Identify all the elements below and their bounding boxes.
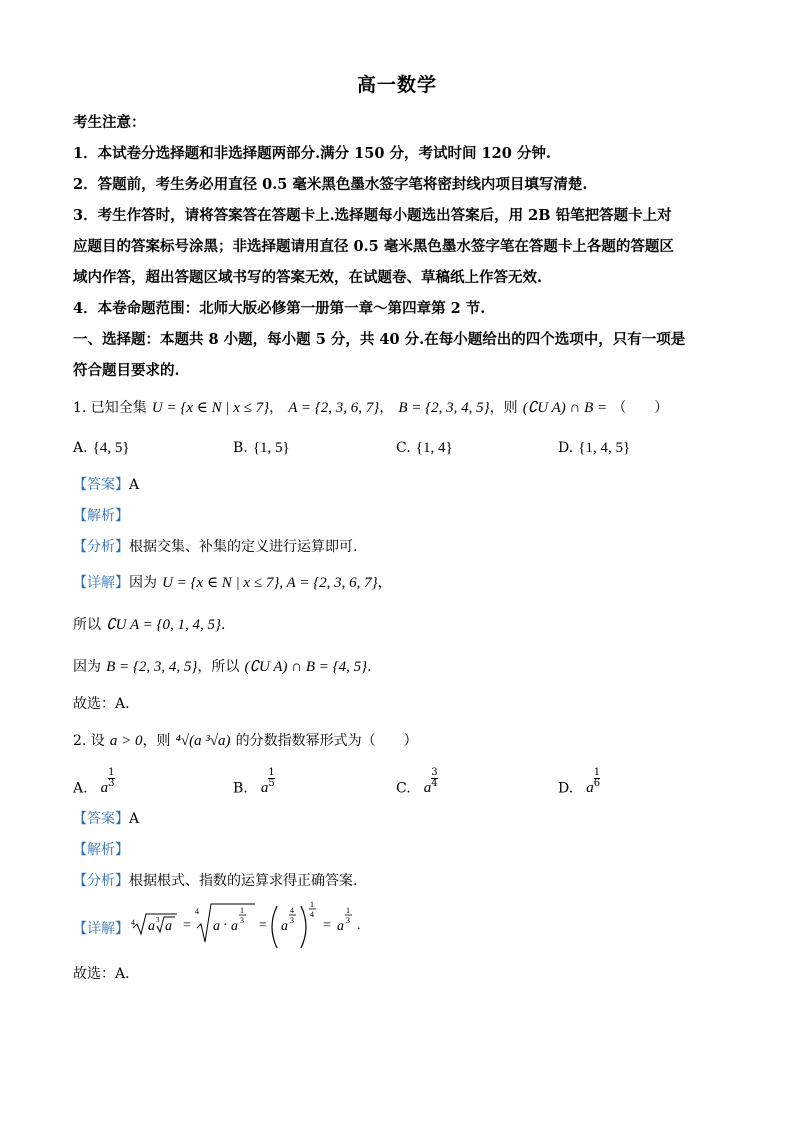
q1-universal-set: U = {x ∈ N | x ≤ 7} [151, 400, 270, 416]
q2-choose: 故选：A． [73, 966, 140, 982]
q2-option-a-num: 1 [108, 767, 115, 778]
q2-condition: a > 0 [109, 733, 143, 749]
q1-option-a [73, 437, 130, 457]
q1-option-c [396, 437, 453, 457]
svg-text:4: 4 [290, 906, 294, 915]
notice-item-4: 4．本卷命题范围：北师大版必修第一册第一章～第四章第 2 节. [73, 300, 486, 317]
q1-choose: 故选：A. [73, 696, 130, 712]
svg-text:4: 4 [195, 907, 199, 916]
q2-then: ，则 [142, 733, 171, 749]
svg-text:4: 4 [131, 918, 135, 927]
q2-radical: ⁴√(a ³√a) [175, 733, 231, 749]
q2-prefix: 2. 设 [73, 733, 105, 749]
q2-option-d-letter: D. [558, 780, 574, 797]
q1-set-a: A = {2, 3, 6, 7} [288, 400, 380, 416]
q2-option-b-exponent [268, 768, 274, 789]
q2-fenxi [73, 870, 357, 890]
q1-detail2-math: ∁U A = {0, 1, 4, 5} [106, 617, 221, 633]
q1-detail-line-3 [73, 656, 372, 676]
svg-text:=: = [183, 918, 191, 933]
q1-analysis-tag: 【解析】 [73, 508, 129, 524]
q1-detail-tag: 【详解】 [73, 575, 129, 591]
q1-detail-line-2 [73, 614, 225, 634]
q2-fenxi-text: 根据根式、指数的运算求得正确答案. [129, 873, 358, 889]
page-title: 高一数学 [356, 74, 437, 96]
q2-option-d-den: 6 [593, 778, 601, 789]
q1-detail1-suffix: ， [377, 575, 392, 591]
q2-answer-tag: 【答案】 [73, 811, 129, 827]
q1-fenxi-text: 根据交集、补集的定义进行运算即可. [129, 539, 358, 555]
q2-option-c-base: a [423, 780, 432, 797]
notice-heading: 考生注意： [73, 114, 146, 131]
q1-detail1-prefix: 因为 [129, 575, 157, 591]
q2-option-b-num: 1 [268, 767, 275, 778]
q2-option-a-letter: A. [73, 780, 88, 797]
notice-item-3-cont: 应题目的答案标号涂黑；非选择题请用直径 0.5 毫米黑色墨水签字笔在答题卡上各题的答题区 [73, 238, 674, 255]
question-1-stem: 1. 已知全集 U = {x ∈ N | x ≤ 7}， A = {2, 3, 6, 7}， B = {2, 3, 4, 5}，则 (∁U A) ∩ B = （ ） [73, 400, 669, 416]
notice-item-1: 1．本试卷分选择题和非选择题两部分.满分 150 分，考试时间 120 分钟. [73, 145, 551, 162]
svg-text:3: 3 [346, 916, 350, 925]
svg-text:3: 3 [290, 916, 294, 925]
q1-option-b [233, 437, 290, 457]
q2-option-c-den: 4 [431, 778, 438, 789]
q2-answer [73, 808, 139, 828]
q2-option-d-exponent [594, 768, 600, 789]
q1-detail3-math1: B = {2, 3, 4, 5} [106, 659, 198, 675]
notice-item-3: 3．考生作答时，请将答案答在答题卡上.选择题每小题选出答案后，用 2B 铅笔把答题卡上对 [73, 207, 672, 224]
q1-expression: (∁U A) ∩ B = [522, 400, 608, 416]
q1-option-a-letter: A. [73, 440, 88, 456]
q1-option-d-letter: D. [558, 440, 574, 456]
q1-detail3-suffix: . [367, 659, 372, 675]
q1-fenxi [73, 536, 357, 556]
svg-text:=: = [323, 918, 331, 933]
q2-detail-formula [129, 898, 429, 954]
q2-answer-value: A [129, 811, 140, 827]
q2-analysis-tag: 【解析】 [73, 842, 129, 858]
q1-option-a-value: {4, 5} [92, 440, 130, 456]
q2-option-a-den: 3 [108, 778, 115, 789]
q2-option-a-exponent [108, 768, 114, 789]
q2-option-b-letter: B. [233, 780, 248, 797]
q1-detail3-mid: ，所以 [197, 659, 240, 675]
svg-text:a: a [148, 919, 155, 934]
q1-answer-value: A [129, 477, 140, 493]
q2-option-c [396, 768, 438, 797]
q1-prefix: 1. 已知全集 [73, 400, 147, 416]
q1-detail1-math: U = {x ∈ N | x ≤ 7}, A = {2, 3, 6, 7} [162, 575, 378, 591]
q2-option-b-den: 5 [268, 778, 275, 789]
notice-item-3-cont2: 域内作答，超出答题区域书写的答案无效，在试题卷、草稿纸上作答无效. [73, 269, 543, 286]
q1-option-d-value: {1, 4, 5} [578, 440, 631, 456]
q1-option-b-value: {1, 5} [252, 440, 290, 456]
svg-text:3: 3 [156, 916, 160, 924]
q2-option-c-letter: C. [396, 780, 411, 797]
svg-text:4: 4 [310, 910, 314, 919]
q1-option-b-letter: B. [233, 440, 248, 456]
q1-detail3-prefix: 因为 [73, 659, 101, 675]
q1-option-c-letter: C. [396, 440, 411, 456]
svg-text:1: 1 [240, 906, 244, 915]
q1-detail-line-1 [73, 572, 392, 592]
q1-set-b: B = {2, 3, 4, 5} [398, 400, 490, 416]
svg-text:a: a [231, 919, 238, 934]
q2-suffix: 的分数指数幂形式为（ ） [235, 733, 418, 749]
svg-text:a: a [281, 919, 288, 934]
q2-option-d-base: a [586, 780, 594, 797]
q1-detail3-math2: (∁U A) ∩ B = {4, 5} [244, 659, 368, 675]
q1-answer-tag: 【答案】 [73, 477, 129, 493]
svg-text:1: 1 [310, 900, 314, 909]
q2-option-c-exponent [431, 768, 437, 789]
q2-option-a-base: a [100, 780, 109, 797]
notice-item-2: 2．答题前，考生务必用直径 0.5 毫米黑色墨水签字笔将密封线内项目填写清楚. [73, 176, 588, 193]
q1-option-c-value: {1, 4} [415, 440, 453, 456]
svg-text:.: . [357, 918, 361, 933]
svg-text:3: 3 [240, 916, 244, 925]
q2-option-b [233, 768, 275, 797]
section-heading: 一、选择题：本题共 8 小题，每小题 5 分，共 40 分.在每小题给出的四个选项中，只有一项是 [73, 331, 686, 348]
question-2-stem [73, 730, 418, 750]
svg-text:=: = [259, 918, 267, 933]
q2-option-d [558, 768, 600, 797]
q1-detail2-prefix: 所以 [73, 617, 101, 633]
q2-detail-tag: 【详解】 [73, 921, 129, 937]
svg-text:1: 1 [346, 906, 350, 915]
q1-answer [73, 474, 139, 494]
q2-option-a [73, 768, 115, 797]
svg-text:a: a [213, 919, 220, 934]
q1-then: ，则 [489, 400, 518, 416]
q1-option-d [558, 437, 630, 457]
q1-detail2-suffix: . [220, 617, 226, 633]
svg-text:·: · [223, 918, 228, 933]
q2-option-c-num: 3 [431, 767, 438, 778]
svg-text:a: a [337, 919, 344, 934]
section-heading-cont: 符合题目要求的. [73, 362, 180, 379]
q2-option-d-num: 1 [593, 767, 601, 778]
q1-blank: （ ） [612, 400, 669, 416]
q1-fenxi-tag: 【分析】 [73, 539, 129, 555]
svg-text:a: a [165, 919, 172, 934]
q2-fenxi-tag: 【分析】 [73, 873, 129, 889]
q2-option-b-base: a [260, 780, 269, 797]
